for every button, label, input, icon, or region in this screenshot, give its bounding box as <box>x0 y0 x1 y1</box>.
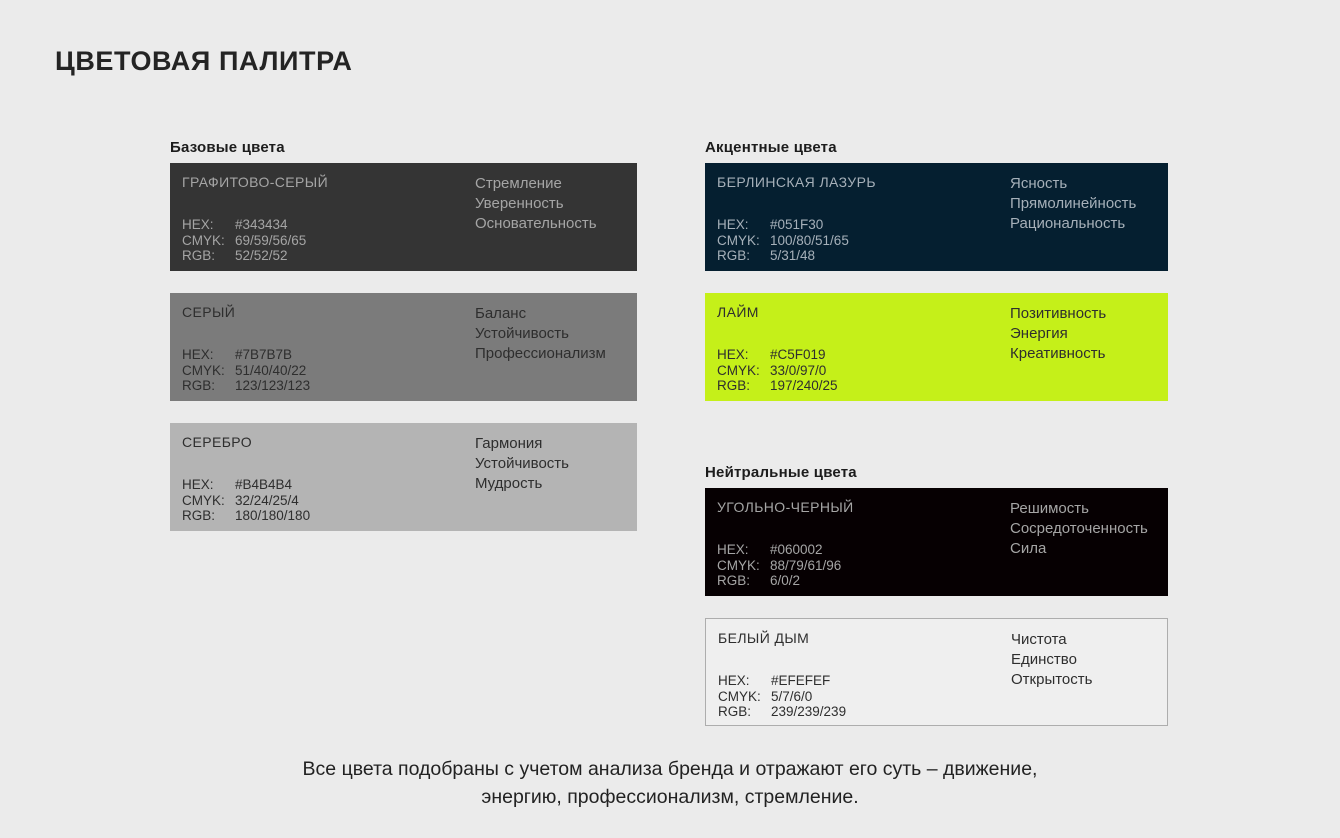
color-card-info <box>717 174 1010 261</box>
hex-value: #C5F019 <box>770 347 826 362</box>
hex-label: HEX: <box>718 673 750 688</box>
hex-label: HEX: <box>717 347 749 362</box>
trait: Решимость <box>1010 500 1089 517</box>
trait: Позитивность <box>1010 305 1107 322</box>
cmyk-value: 5/7/6/0 <box>771 688 813 704</box>
color-specs <box>717 542 1010 589</box>
cmyk-label: CMYK: <box>717 232 760 248</box>
trait: Уверенность <box>475 195 564 212</box>
page-title: ЦВЕТОВАЯ ПАЛИТРА <box>55 46 353 76</box>
trait: Сила <box>1010 540 1047 557</box>
color-traits <box>475 304 625 391</box>
footer-note <box>0 756 1340 811</box>
rgb-label: RGB: <box>717 573 751 588</box>
color-specs <box>718 673 1011 720</box>
color-traits <box>475 434 625 521</box>
color-card-graphite-gray <box>170 163 637 271</box>
color-card-info <box>182 304 475 391</box>
trait: Чистота <box>1011 631 1067 648</box>
hex-value: #B4B4B4 <box>235 477 293 492</box>
color-name: УГОЛЬНО-ЧЕРНЫЙ <box>717 499 854 515</box>
hex-label: HEX: <box>717 217 749 232</box>
trait: Мудрость <box>475 475 543 492</box>
cmyk-value: 32/24/25/4 <box>235 492 299 508</box>
rgb-value: 52/52/52 <box>235 248 288 263</box>
color-card-coal-black <box>705 488 1168 596</box>
color-specs <box>182 217 475 264</box>
cmyk-label: CMYK: <box>717 362 760 378</box>
trait: Гармония <box>475 435 543 452</box>
cmyk-label: CMYK: <box>182 362 225 378</box>
color-card-white-smoke <box>705 618 1168 726</box>
color-card-berlin-azure <box>705 163 1168 271</box>
hex-value: #EFEFEF <box>771 673 831 688</box>
color-traits <box>475 174 625 261</box>
hex-label: HEX: <box>182 217 214 232</box>
color-traits <box>1010 174 1156 261</box>
rgb-label: RGB: <box>717 378 751 393</box>
color-card-info <box>717 304 1010 391</box>
color-card-info <box>718 630 1011 719</box>
color-name: СЕРЕБРО <box>182 434 253 450</box>
rgb-label: RGB: <box>717 248 751 263</box>
color-traits <box>1010 499 1156 586</box>
color-traits <box>1010 304 1156 391</box>
cmyk-value: 51/40/40/22 <box>235 362 307 378</box>
trait: Рациональность <box>1010 215 1126 232</box>
rgb-value: 197/240/25 <box>770 378 838 393</box>
rgb-value: 5/31/48 <box>770 248 816 263</box>
rgb-value: 239/239/239 <box>771 704 847 719</box>
cmyk-label: CMYK: <box>182 492 225 508</box>
color-name: ЛАЙМ <box>717 304 759 320</box>
base-colors-column <box>170 139 637 531</box>
color-name: БЕРЛИНСКАЯ ЛАЗУРЬ <box>717 174 876 190</box>
cmyk-label: CMYK: <box>182 232 225 248</box>
color-traits <box>1011 630 1155 715</box>
color-card-gray <box>170 293 637 401</box>
color-name: СЕРЫЙ <box>182 304 236 320</box>
hex-value: #343434 <box>235 217 288 232</box>
rgb-value: 123/123/123 <box>235 378 311 393</box>
color-card-silver <box>170 423 637 531</box>
trait: Креативность <box>1010 345 1106 362</box>
rgb-label: RGB: <box>182 378 216 393</box>
trait: Профессионализм <box>475 345 606 362</box>
color-name: ГРАФИТОВО-СЕРЫЙ <box>182 174 329 190</box>
color-specs <box>717 217 1010 264</box>
trait: Основательность <box>475 215 597 232</box>
accent-neutral-column <box>705 139 1168 726</box>
color-name: БЕЛЫЙ ДЫМ <box>718 630 810 646</box>
color-specs <box>182 477 475 524</box>
cmyk-value: 100/80/51/65 <box>770 232 849 248</box>
rgb-value: 6/0/2 <box>770 573 801 588</box>
trait: Прямолинейность <box>1010 195 1137 212</box>
color-card-info <box>717 499 1010 586</box>
cmyk-value: 69/59/56/65 <box>235 232 307 248</box>
color-card-lime <box>705 293 1168 401</box>
rgb-label: RGB: <box>182 508 216 523</box>
color-specs <box>717 347 1010 394</box>
footer-line-2: энергию, профессионализм, стремление. <box>481 785 859 808</box>
trait: Энергия <box>1010 325 1068 342</box>
cmyk-value: 33/0/97/0 <box>770 362 827 378</box>
rgb-value: 180/180/180 <box>235 508 311 523</box>
hex-label: HEX: <box>717 542 749 557</box>
trait: Баланс <box>475 305 527 322</box>
section-label-accent: Акцентные цвета <box>705 139 837 156</box>
palette-content <box>170 139 1340 726</box>
hex-label: HEX: <box>182 347 214 362</box>
rgb-label: RGB: <box>182 248 216 263</box>
trait: Сосредоточенность <box>1010 520 1148 537</box>
hex-value: #051F30 <box>770 217 824 232</box>
cmyk-value: 88/79/61/96 <box>770 557 842 573</box>
trait: Стремление <box>475 175 562 192</box>
color-specs <box>182 347 475 394</box>
trait: Единство <box>1011 651 1077 668</box>
cmyk-label: CMYK: <box>717 557 760 573</box>
section-label-neutral: Нейтральные цвета <box>705 464 857 481</box>
hex-value: #7B7B7B <box>235 347 293 362</box>
section-label-base: Базовые цвета <box>170 139 285 156</box>
hex-label: HEX: <box>182 477 214 492</box>
hex-value: #060002 <box>770 542 823 557</box>
trait: Ясность <box>1010 175 1068 192</box>
color-card-info <box>182 434 475 521</box>
rgb-label: RGB: <box>718 704 752 719</box>
footer-line-1: Все цвета подобраны с учетом анализа бренда и отражают его суть – движение, <box>302 758 1038 780</box>
cmyk-label: CMYK: <box>718 688 761 704</box>
trait: Открытость <box>1011 671 1093 688</box>
trait: Устойчивость <box>475 325 569 342</box>
trait: Устойчивость <box>475 455 569 472</box>
color-card-info <box>182 174 475 261</box>
